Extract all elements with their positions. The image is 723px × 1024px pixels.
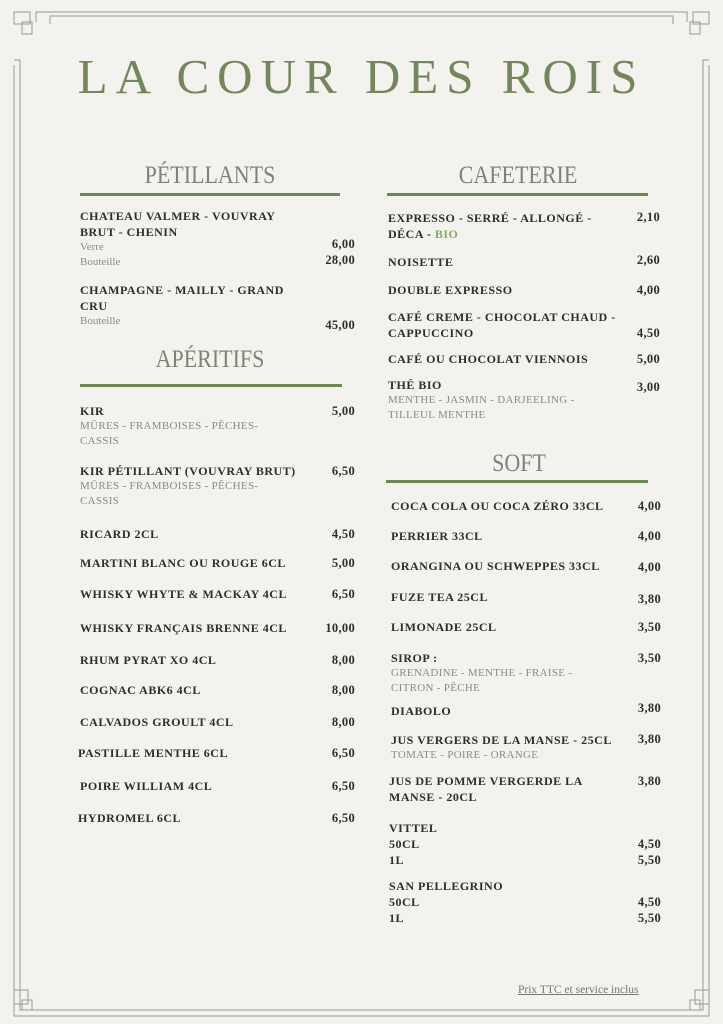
- item-price: 5,50: [637, 911, 661, 925]
- menu-item: [391, 619, 497, 635]
- item-name: HYDROMEL 6CL: [78, 811, 182, 825]
- menu-item: [388, 254, 453, 270]
- item-name: DOUBLE EXPRESSO: [388, 283, 513, 297]
- item-name: NOISETTE: [388, 255, 454, 269]
- menu-item: [391, 650, 572, 696]
- bio-badge: BIO: [434, 227, 459, 241]
- footer-note: Prix TTC et service inclus: [518, 984, 639, 996]
- item-name: KIR: [80, 404, 105, 418]
- item-price: 4,50: [331, 527, 355, 541]
- menu-item: [80, 620, 287, 636]
- item-price: 5,00: [331, 556, 355, 570]
- menu-item: [388, 377, 575, 423]
- item-price: 8,00: [331, 653, 355, 667]
- menu-item: [389, 878, 503, 926]
- menu-item: [80, 463, 296, 509]
- menu-item: [391, 703, 451, 719]
- item-name: MARTINI BLANC OU ROUGE 6CL: [80, 556, 286, 570]
- item-price: 4,50: [637, 895, 661, 909]
- item-description: MŪRES - FRAMBOISES - PÊCHES- CASSIS: [80, 480, 259, 507]
- item-name: POIRE WILLIAM 4CL: [80, 779, 213, 793]
- section-heading-aperitifs: APÉRITIFS: [155, 346, 265, 373]
- item-name: RHUM PYRAT XO 4CL: [80, 653, 217, 667]
- item-name: COGNAC ABK6 4CL: [80, 683, 201, 697]
- menu-item: [80, 778, 212, 794]
- item-price: 6,00: [331, 237, 355, 251]
- section-rule: [80, 384, 342, 387]
- option-label: Verre: [80, 241, 104, 253]
- menu-item: [388, 309, 616, 341]
- item-name: ORANGINA OU SCHWEPPES 33CL: [391, 559, 600, 573]
- item-price: 4,00: [636, 283, 660, 297]
- item-name: CAFÉ OU CHOCOLAT VIENNOIS: [388, 352, 589, 366]
- option-label: 1L: [389, 911, 405, 925]
- menu-item: [80, 282, 284, 329]
- menu-item: [78, 745, 228, 761]
- section-heading-cafeterie: CAFETERIE: [458, 162, 578, 189]
- item-price: 6,50: [331, 587, 355, 601]
- item-price: 4,50: [637, 837, 661, 851]
- option-label: Bouteille: [80, 315, 121, 327]
- option-label: 50CL: [389, 837, 420, 851]
- section-rule: [387, 193, 648, 196]
- restaurant-title: LA COUR DES ROIS: [77, 49, 646, 104]
- menu-item: [388, 210, 592, 242]
- item-price: 6,50: [331, 811, 355, 825]
- section-rule: [386, 480, 648, 483]
- item-name: DIABOLO: [391, 704, 452, 718]
- item-price: 8,00: [331, 715, 355, 729]
- menu-item: [388, 351, 588, 367]
- item-price: 3,50: [637, 620, 661, 634]
- item-price: 3,80: [637, 701, 661, 715]
- menu-item: [80, 208, 275, 270]
- item-price: 4,00: [637, 499, 661, 513]
- menu-item: [389, 820, 437, 868]
- item-price: 5,00: [636, 352, 660, 366]
- menu-item: [78, 810, 181, 826]
- item-description: MŪRES - FRAMBOISES - PÊCHES- CASSIS: [80, 420, 259, 447]
- item-name: SIROP :: [391, 651, 438, 665]
- item-price: 3,00: [636, 380, 660, 394]
- item-name: JUS VERGERS DE LA MANSE - 25CL: [391, 733, 612, 747]
- item-name: COCA COLA OU COCA ZÉRO 33CL: [391, 499, 604, 513]
- menu-item: [80, 403, 258, 449]
- item-price: 4,00: [637, 560, 661, 574]
- item-price: 10,00: [325, 621, 355, 635]
- menu-item: [80, 682, 201, 698]
- menu-item: [391, 589, 488, 605]
- item-price: 3,80: [637, 774, 661, 788]
- item-price: 6,50: [331, 746, 355, 760]
- item-price: 28,00: [325, 253, 355, 267]
- menu-item: [80, 586, 287, 602]
- item-name: WHISKY WHYTE & MACKAY 4CL: [80, 587, 287, 601]
- menu-item: [391, 498, 604, 514]
- item-name: CHATEAU VALMER - VOUVRAY BRUT - CHENIN: [80, 209, 276, 239]
- item-price: 6,50: [331, 779, 355, 793]
- item-description: MENTHE - JASMIN - DARJEELING - TILLEUL MENTHE: [388, 394, 575, 421]
- section-rule: [80, 193, 340, 196]
- option-label: 50CL: [389, 895, 420, 909]
- section-heading-petillants: PÉTILLANTS: [144, 162, 276, 189]
- item-name: KIR PÉTILLANT (VOUVRAY BRUT): [80, 464, 296, 478]
- menu-item: [80, 526, 159, 542]
- item-name: EXPRESSO - SERRÉ - ALLONGÉ - DÉCA - BIO: [388, 211, 592, 241]
- item-price: 2,60: [636, 253, 660, 267]
- item-price: 3,50: [637, 651, 661, 665]
- menu-item: [391, 732, 612, 763]
- item-price: 4,00: [637, 529, 661, 543]
- item-name: RICARD 2CL: [80, 527, 159, 541]
- menu-item: [391, 528, 483, 544]
- option-label: 1L: [389, 853, 405, 867]
- menu-item: [388, 282, 513, 298]
- item-description: GRENADINE - MENTHE - FRAISE - CITRON - PÊCHE: [391, 667, 573, 694]
- item-name: CAFÉ CREME - CHOCOLAT CHAUD - CAPPUCCINO: [388, 310, 616, 340]
- item-price: 4,50: [636, 326, 660, 340]
- menu-item: [80, 714, 234, 730]
- item-name: JUS DE POMME VERGERDE LA MANSE - 20CL: [389, 774, 583, 804]
- section-heading-soft: SOFT: [492, 450, 546, 477]
- menu-item: [80, 555, 286, 571]
- item-price: 5,00: [331, 404, 355, 418]
- item-price: 6,50: [331, 464, 355, 478]
- item-price: 3,80: [637, 732, 661, 746]
- option-label: Bouteille: [80, 256, 121, 268]
- item-price: 5,50: [637, 853, 661, 867]
- menu-item: [389, 773, 583, 805]
- item-price: 2,10: [636, 210, 660, 224]
- item-name: SAN PELLEGRINO: [389, 879, 504, 893]
- item-description: TOMATE - POIRE - ORANGE: [391, 749, 539, 761]
- item-name: LIMONADE 25CL: [391, 620, 497, 634]
- item-name: CHAMPAGNE - MAILLY - GRAND CRU: [80, 283, 284, 313]
- item-name: FUZE TEA 25CL: [391, 590, 488, 604]
- item-name: PASTILLE MENTHE 6CL: [78, 746, 228, 760]
- item-name: PERRIER 33CL: [391, 529, 483, 543]
- item-name: WHISKY FRANÇAIS BRENNE 4CL: [80, 621, 287, 635]
- item-name: CALVADOS GROULT 4CL: [80, 715, 234, 729]
- menu-item: [80, 652, 216, 668]
- item-price: 45,00: [325, 318, 355, 332]
- item-name: VITTEL: [389, 821, 438, 835]
- menu-item: [391, 558, 600, 574]
- item-name: THÉ BIO: [388, 378, 442, 392]
- item-price: 8,00: [331, 683, 355, 697]
- item-price: 3,80: [637, 592, 661, 606]
